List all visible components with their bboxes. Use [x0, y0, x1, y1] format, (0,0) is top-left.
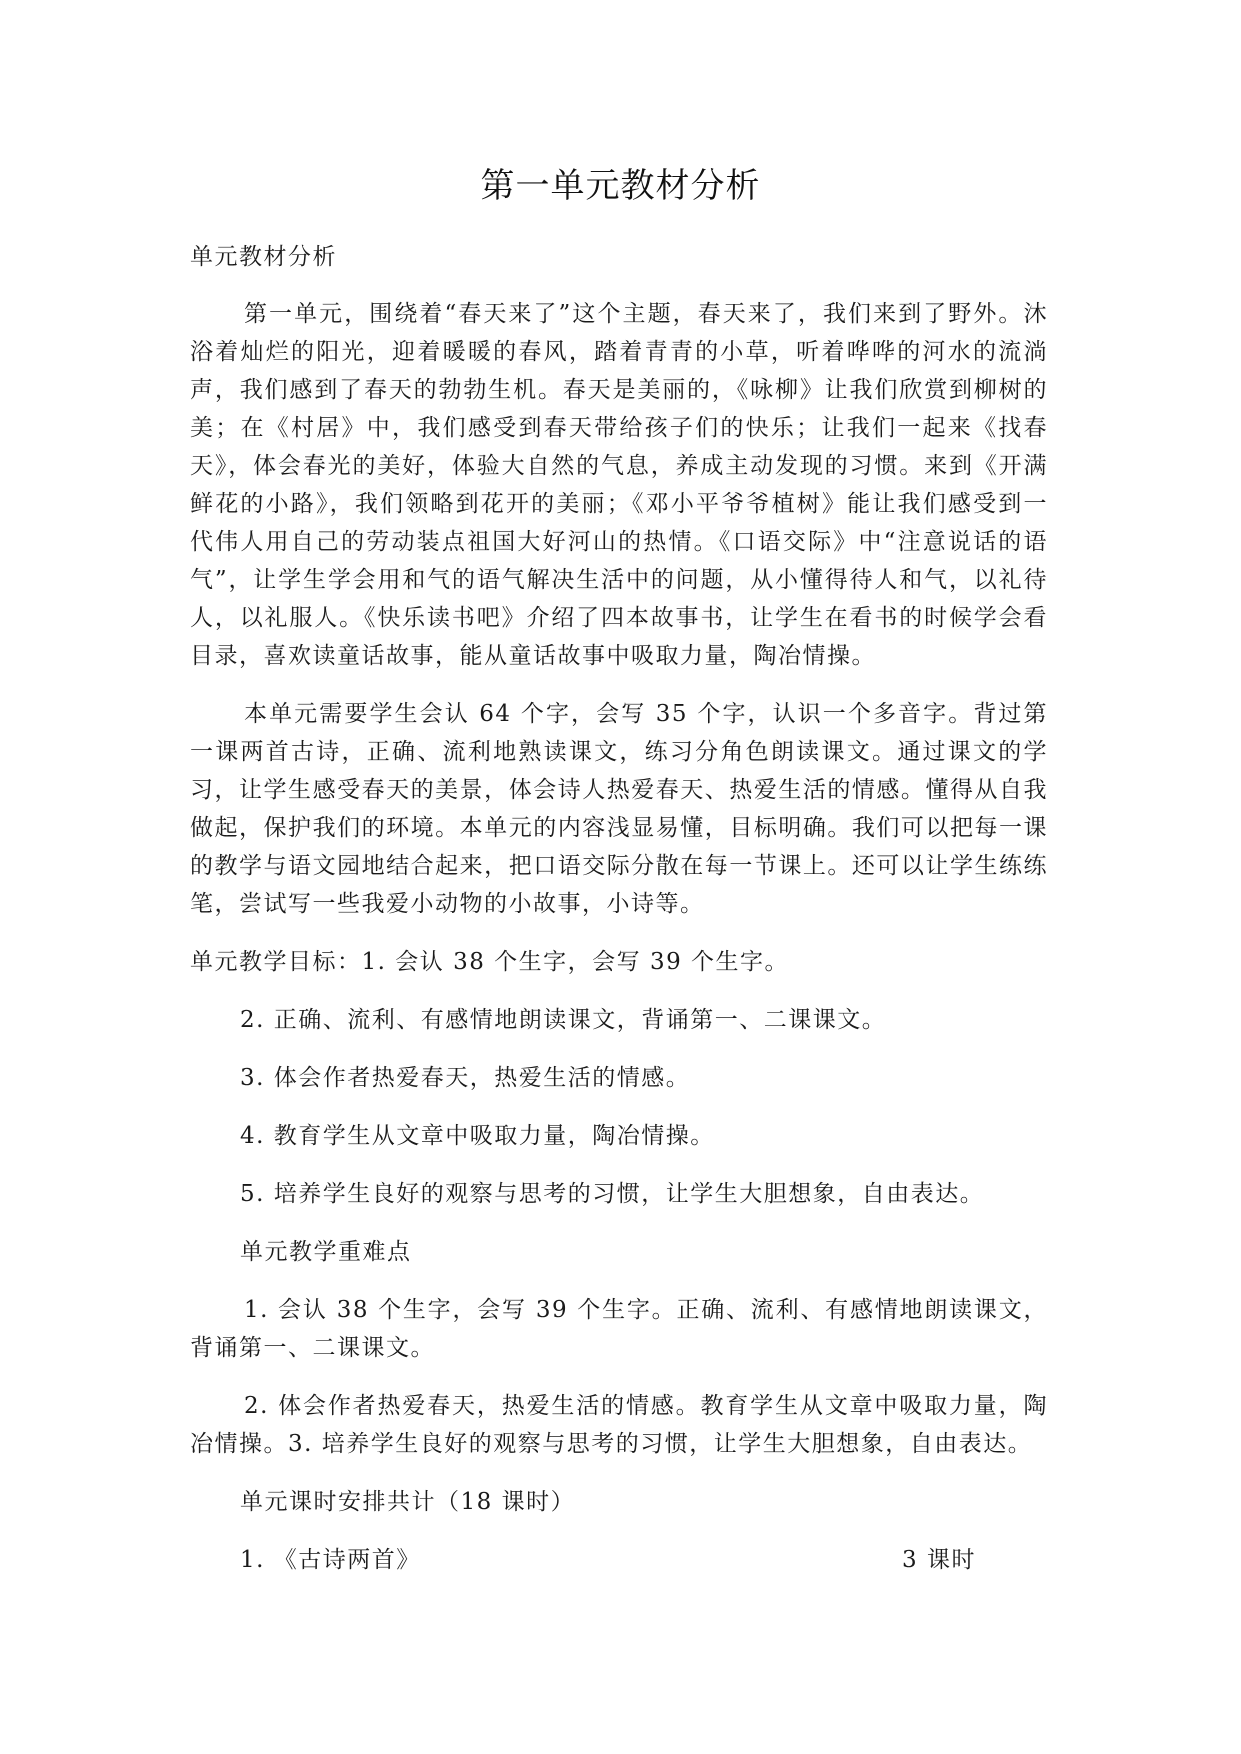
schedule-hours: 3 课时	[902, 1547, 976, 1573]
paragraph-unit-overview: 第一单元，围绕着“春天来了”这个主题，春天来了，我们来到了野外。沐浴着灿烂的阳光，迎着暖暖的春风，踏着青青的小草，听着哗哗的河水的流淌声，我们感到了春天的勃勃生机。春天是美丽的，《咏柳》让我们欣赏到柳树的美；在《村居》中，我们感受到春天带给孩子们的快乐；让我们一起来《找春天》，体会春光的美好，体验大自然的气息，养成主动发现的习惯。来到《开满鲜花的小路》，我们领略到花开的美丽；《邓小平爷爷植树》能让我们感受到一代伟人用自己的劳动装点祖国大好河山的热情。《口语交际》中“注意说话的语气”，让学生学会用和气的语气解决生活中的问题，从小懂得待人和气，以礼待人，以礼服人。《快乐读书吧》介绍了四本故事书，让学生在看书的时候学会看目录，喜欢读童话故事，能从童话故事中吸取力量，陶冶情操。	[190, 301, 1048, 669]
goal-item: 4. 教育学生从文章中吸取力量，陶冶情操。	[240, 1123, 715, 1149]
schedule-heading: 单元课时安排共计（18 课时）	[240, 1489, 576, 1515]
key-points-heading: 单元教学重难点	[240, 1239, 412, 1265]
section-label: 单元教材分析	[190, 244, 337, 270]
paragraph-unit-requirements: 本单元需要学生会认 64 个字，会写 35 个字，认识一个多音字。背过第一课两首古诗，正确、流利地熟读课文，练习分角色朗读课文。通过课文的学习，让学生感受春天的美景，体会诗人热爱春天、热爱生活的情感。懂得从自我做起，保护我们的环境。本单元的内容浅显易懂，目标明确。我们可以把每一课的教学与语文园地结合起来，把口语交际分散在每一节课上。还可以让学生练练笔，尝试写一些我爱小动物的小故事，小诗等。	[190, 701, 1048, 917]
goal-item: 3. 体会作者热爱春天，热爱生活的情感。	[240, 1065, 691, 1091]
goals-lead: 单元教学目标：1. 会认 38 个生字，会写 39 个生字。	[190, 949, 790, 975]
key-point-paragraph: 1. 会认 38 个生字，会写 39 个生字。正确、流利、有感情地朗读课文，背诵第一、二课课文。	[190, 1297, 1048, 1361]
document-title: 第一单元教材分析	[480, 166, 761, 206]
key-point-paragraph: 2. 体会作者热爱春天，热爱生活的情感。教育学生从文章中吸取力量，陶冶情操。3. 培养学生良好的观察与思考的习惯，让学生大胆想象，自由表达。	[190, 1393, 1048, 1457]
schedule-row	[190, 1541, 1048, 1579]
goal-item: 5. 培养学生良好的观察与思考的习惯，让学生大胆想象，自由表达。	[240, 1181, 985, 1207]
document-body	[190, 238, 1048, 1579]
goal-item: 2. 正确、流利、有感情地朗读课文，背诵第一、二课课文。	[240, 1007, 887, 1033]
schedule-lesson: 1. 《古诗两首》	[240, 1547, 421, 1573]
